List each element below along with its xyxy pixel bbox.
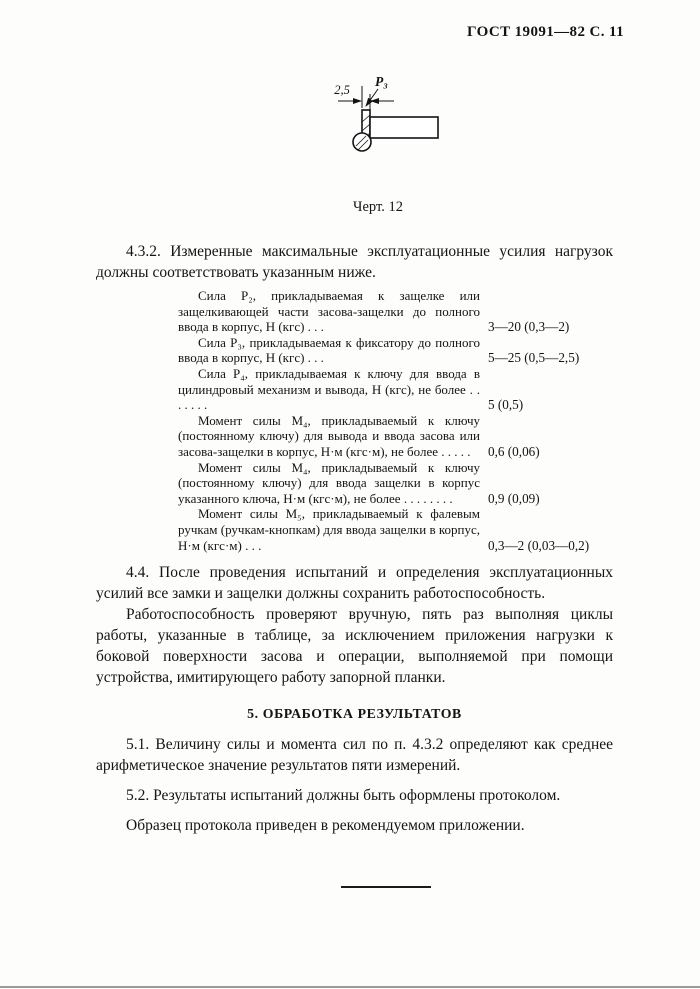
force-spec-label: Сила Р₃, прикладываемая к фиксатору до полного ввода в корпус, Н (кгс) . . . — [178, 334, 480, 366]
paragraph-5-2: 5.2. Результаты испытаний должны быть оформлены протоколом. — [126, 787, 561, 805]
figure-caption: Черт. 12 — [353, 199, 403, 215]
force-spec-value: 0,3—2 (0,03—0,2) — [488, 537, 590, 553]
scan-edge — [0, 986, 700, 988]
knob-circle — [353, 133, 371, 151]
standard-reference: ГОСТ 19091—82 С. 11 — [467, 24, 624, 40]
force-spec-label: Момент силы М₄, прикладываемый к ключу (постоянному ключу) для вывода и ввода засова или засова-защелки в корпус, Н·м (кгс·м), не более . . . . . — [178, 412, 480, 459]
force-spec-value: 5 (0,5) — [488, 397, 524, 413]
force-p3-label: Р₃ — [375, 74, 388, 89]
section-5-heading: 5. ОБРАБОТКА РЕЗУЛЬТАТОВ — [247, 706, 462, 722]
force-spec-row — [178, 288, 570, 335]
force-spec-label: Момент силы М₅, прикладываемый к фалевым ручкам (ручкам-кнопкам) для ввода защелки в корпус, Н·м (кгс·м) . . . — [178, 506, 480, 553]
footnote-rule — [341, 886, 431, 888]
force-spec-row — [178, 459, 540, 507]
force-spec-value: 0,9 (0,09) — [488, 490, 540, 506]
force-spec-row — [178, 365, 524, 413]
paragraph-5-1: 5.1. Величину силы и момента сил по п. 4.3.2 определяют как среднее арифметическое значение результатов пяти измерений. — [96, 736, 613, 775]
main-text-column — [96, 241, 613, 836]
force-spec-row — [178, 334, 580, 366]
force-spec-value: 5—25 (0,5—2,5) — [488, 350, 580, 366]
force-spec-label: Сила Р₂, прикладываемая к защелке или защелкивающей части засова-защелки до полного ввода в корпус, Н (кгс) . . . — [178, 288, 480, 335]
force-spec-row — [178, 412, 540, 460]
key-body — [370, 117, 438, 138]
force-spec-label: Сила Р₄, прикладываемая к ключу для ввода в цилиндровый механизм и вывода, Н (кгс), не более . . . . . . . — [178, 365, 480, 413]
force-spec-value: 3—20 (0,3—2) — [488, 319, 570, 335]
force-spec-list — [178, 288, 590, 553]
figure-12 — [312, 74, 446, 175]
force-spec-label: Момент силы М₄, прикладываемый к ключу (постоянному ключу) для ввода защелки в корпус указанного ключа, Н·м (кгс·м), не более . . . . . . . . — [178, 459, 480, 506]
dimension-label: 2,5 — [334, 83, 350, 97]
force-spec-value: 0,6 (0,06) — [488, 443, 540, 459]
paragraph-4-4-continued: Работоспособность проверяют вручную, пять раз выполняя циклы работы, указанные в таблице, за исключением приложения нагрузки к боковой поверхности засова и операции, выполняемой при помощи устройства, имитирующего работу запорной планки. — [96, 606, 613, 687]
paragraph-4-3-2: 4.3.2. Измеренные максимальные эксплуатационные усилия нагрузок должны соответствовать указанным ниже. — [96, 243, 613, 281]
force-arrow — [366, 89, 378, 106]
figure-12-drawing — [312, 74, 446, 170]
paragraph-4-4: 4.4. После проведения испытаний и определения эксплуатационных усилий все замки и защелки должны сохранить работоспособность. — [96, 564, 613, 603]
paragraph-5-2-continued: Образец протокола приведен в рекомендуемом приложении. — [126, 817, 525, 835]
force-spec-row — [178, 506, 590, 553]
